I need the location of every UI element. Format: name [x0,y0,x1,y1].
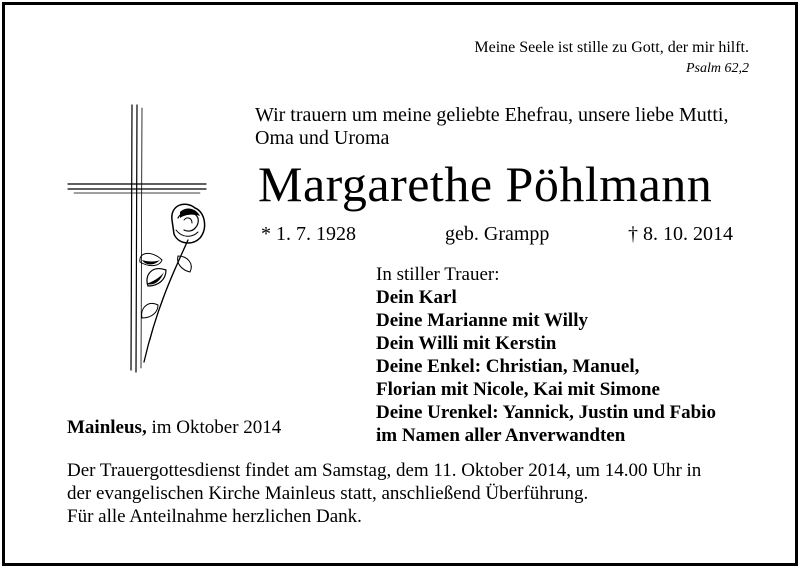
mourner-line: im Namen aller Anverwandten [376,425,626,446]
mourner-line: Dein Karl [376,287,457,308]
service-line-2: der evangelischen Kirche Mainleus statt, anschließend Überführung. [67,483,589,504]
deceased-name: Margarethe Pöhlmann [258,156,713,212]
mourner-line: Dein Willi mit Kerstin [376,333,557,354]
service-info [67,459,767,528]
service-line-1: Der Trauergottesdienst findet am Samstag, dem 11. Oktober 2014, um 14.00 Uhr in [67,460,702,481]
mourners-list [376,263,716,447]
mourner-line: Deine Enkel: Christian, Manuel, [376,356,640,377]
birth-date: * 1. 7. 1928 [261,223,356,245]
intro-line-1: Wir trauern um meine geliebte Ehefrau, unsere liebe Mutti, [255,104,729,126]
maiden-name: geb. Grampp [445,223,550,245]
date: im Oktober 2014 [151,417,282,438]
place-and-date [67,417,281,439]
obituary-notice [2,2,798,566]
death-date: † 8. 10. 2014 [628,223,733,245]
mourners-lead: In stiller Trauer: [376,264,500,285]
cross-with-rose-icon [60,100,220,390]
verse-source: Psalm 62,2 [686,61,749,76]
bible-verse: Meine Seele ist stille zu Gott, der mir hilft. [474,39,749,56]
mourner-line: Florian mit Nicole, Kai mit Simone [376,379,660,400]
intro-text [255,104,755,150]
mourner-line: Deine Marianne mit Willy [376,310,588,331]
mourner-line: Deine Urenkel: Yannick, Justin und Fabio [376,402,716,423]
intro-line-2: Oma und Uroma [255,127,390,149]
place: Mainleus, [67,417,147,438]
service-line-3: Für alle Anteilnahme herzlichen Dank. [67,506,362,527]
